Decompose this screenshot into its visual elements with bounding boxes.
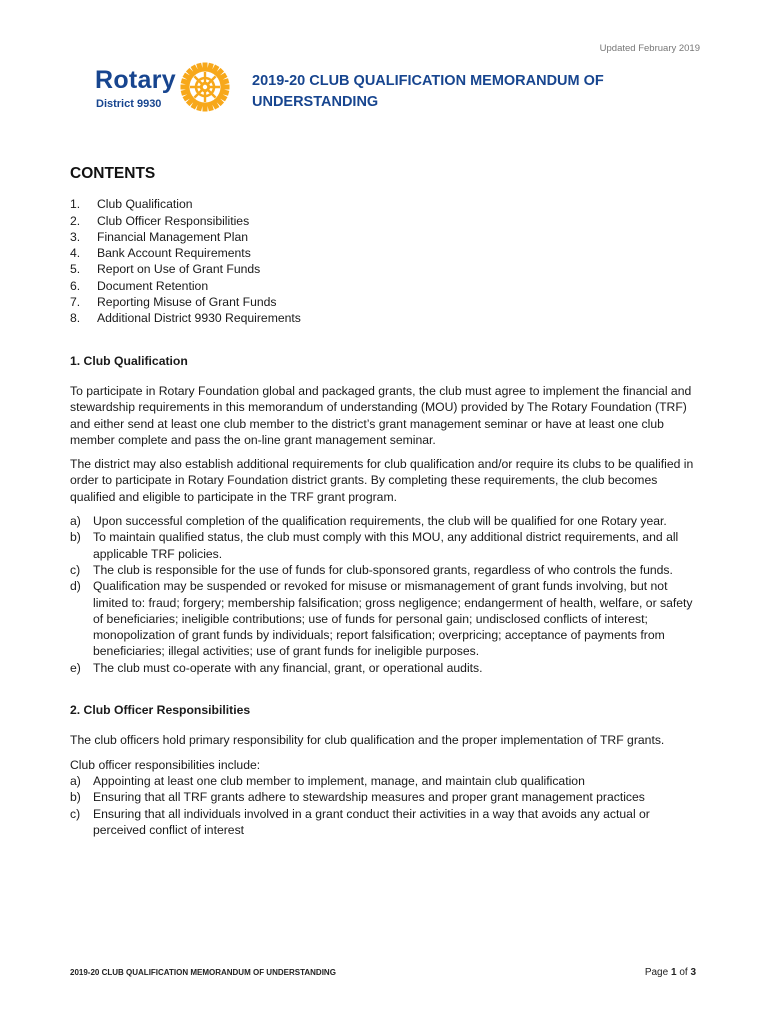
list-text: The club must co-operate with any financial, grant, or operational audits. (93, 660, 483, 675)
toc-item (70, 278, 698, 294)
section-1-paragraph-1: To participate in Rotary Foundation global and packaged grants, the club must agree to implement the financial and stewardship requirements in this memorandum of understanding (MOU) provided by The Rotary Foundation (TRF) and either send at least one club member to the district’s grant management seminar or have at least one club member complete and pass the on-line grant management seminar. (70, 383, 692, 447)
list-letter: b) (70, 790, 81, 805)
page-current: 1 (670, 967, 677, 978)
list-letter: a) (70, 773, 81, 788)
toc-label: Report on Use of Grant Funds (97, 262, 261, 277)
toc-label: Additional District 9930 Requirements (97, 311, 301, 326)
list-item (70, 773, 698, 789)
rotary-logo (95, 62, 235, 112)
toc-label: Document Retention (97, 278, 209, 293)
page-total: 3 (690, 967, 696, 978)
contents-heading: CONTENTS (70, 165, 156, 182)
toc-number: 7. (70, 295, 81, 310)
list-letter: e) (70, 660, 81, 675)
list-item (70, 513, 698, 529)
document-body (70, 166, 698, 864)
toc-label: Financial Management Plan (97, 229, 249, 244)
toc-number: 5. (70, 262, 81, 277)
list-letter: c) (70, 806, 81, 821)
list-item (70, 806, 698, 839)
toc-number: 2. (70, 213, 81, 228)
toc-item (70, 310, 698, 326)
section-2-intro: Club officer responsibilities include: (70, 757, 261, 772)
logo-district: District 9930 (96, 98, 162, 110)
title-line-1: 2019-20 CLUB QUALIFICATION MEMORANDUM OF (252, 73, 604, 89)
page-word: Page (644, 967, 669, 978)
section-2-heading: 2. Club Officer Responsibilities (70, 703, 251, 718)
toc-label: Club Officer Responsibilities (97, 213, 250, 228)
toc-label: Club Qualification (97, 197, 193, 212)
toc-number: 3. (70, 229, 81, 244)
section-2-list (70, 773, 698, 838)
toc-item (70, 245, 698, 261)
section-1-heading: 1. Club Qualification (70, 353, 188, 368)
toc-number: 1. (70, 197, 81, 212)
toc-label: Bank Account Requirements (97, 246, 251, 261)
list-letter: b) (70, 530, 81, 545)
list-item (70, 562, 698, 578)
list-text: Upon successful completion of the qualification requirements, the club will be qualified for one Rotary year. (93, 514, 667, 529)
table-of-contents (70, 196, 698, 326)
list-text: Appointing at least one club member to implement, manage, and maintain club qualification (93, 773, 585, 788)
page-of: of (679, 967, 688, 978)
list-item (70, 789, 698, 805)
list-item (70, 578, 698, 659)
list-letter: a) (70, 514, 81, 529)
page-indicator (645, 967, 696, 978)
toc-item (70, 229, 698, 245)
toc-item (70, 294, 698, 310)
toc-number: 4. (70, 246, 81, 261)
list-text: Qualification may be suspended or revoked for misuse or mismanagement of grant funds involving, but not limited to: fraud; forgery; membership falsification; gross negligence; endangerment of health, welfare, or safety of beneficiaries; ineligible contributions; use of funds for personal gain; undisclosed conflicts of interest; monopolization of grant funds by individuals; report falsification; overpricing; acceptance of payments from beneficiaries; illegal activities; use of grant funds for ineligible purposes. (93, 579, 693, 659)
list-text: Ensuring that all TRF grants adhere to stewardship measures and proper grant management practices (93, 790, 645, 805)
list-text: To maintain qualified status, the club must comply with this MOU, any additional district requirements, and all applicable TRF policies. (93, 530, 679, 561)
title-line-2: UNDERSTANDING (252, 94, 379, 110)
list-letter: d) (70, 579, 81, 594)
list-item (70, 529, 698, 562)
updated-date: Updated February 2019 (599, 43, 700, 54)
section-2-paragraph-1: The club officers hold primary responsibility for club qualification and the proper implementation of TRF grants. (70, 733, 665, 748)
toc-item (70, 213, 698, 229)
toc-label: Reporting Misuse of Grant Funds (97, 295, 277, 310)
rotary-wheel-icon (180, 62, 230, 112)
toc-number: 6. (70, 278, 81, 293)
toc-item (70, 261, 698, 277)
logo-wordmark: Rotary (95, 66, 176, 94)
toc-number: 8. (70, 311, 81, 326)
toc-item (70, 196, 698, 212)
list-item (70, 660, 698, 676)
list-letter: c) (70, 562, 81, 577)
section-1-list (70, 513, 698, 676)
footer-title: 2019-20 CLUB QUALIFICATION MEMORANDUM OF UNDERSTANDING (70, 968, 336, 977)
list-text: The club is responsible for the use of funds for club-sponsored grants, regardless of who controls the funds. (93, 562, 673, 577)
section-1-paragraph-2: The district may also establish additional requirements for club qualification and/or require its clubs to be qualified in order to participate in Rotary Foundation district grants. By completing these requirements, the club becomes qualified and eligible to participate in the TRF grant program. (70, 457, 694, 504)
list-text: Ensuring that all individuals involved in a grant conduct their activities in a way that avoids any actual or perceived conflict of interest (93, 806, 650, 837)
document-title (252, 71, 692, 113)
